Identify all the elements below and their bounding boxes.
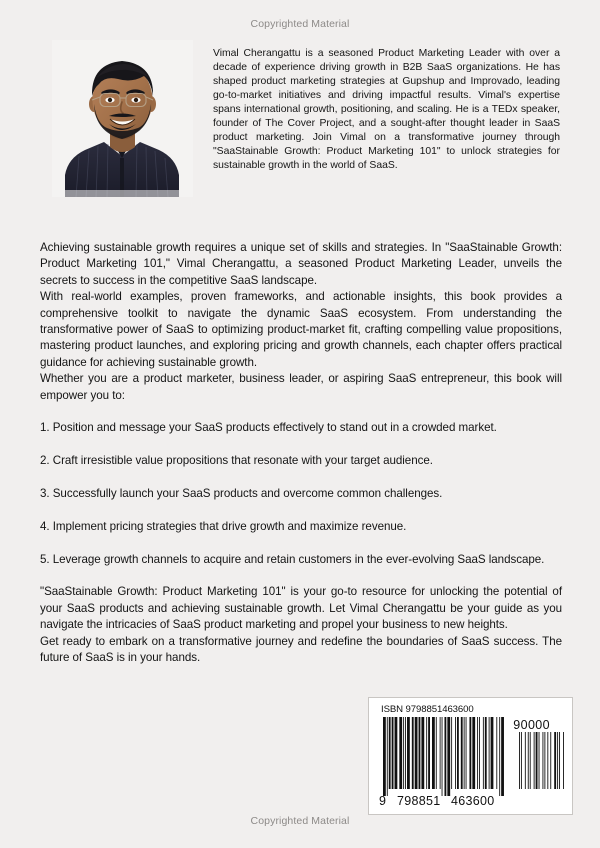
barcode-human-readable-digits	[379, 794, 514, 810]
price-code-label: 90000	[513, 718, 550, 732]
blurb-paragraph-1: Achieving sustainable growth requires a unique set of skills and strategies. In "SaaStainable Growth: Product Marketing 101," Vimal Cherangattu, a seasoned Product Marketing Leader, unveils the secrets to success in the competitive SaaS landscape.	[40, 241, 562, 287]
blurb-spacer-3	[40, 470, 562, 486]
author-photo	[52, 40, 193, 197]
blurb-body	[40, 240, 562, 666]
blurb-paragraph-3: Whether you are a product marketer, business leader, or aspiring SaaS entrepreneur, this book will empower you to:	[40, 372, 562, 402]
author-bio-text: Vimal Cherangattu is a seasoned Product Marketing Leader with over a decade of experience driving growth in B2B SaaS organizations. He has shaped product marketing strategies at Gupshup and Improvado, leading go-to-market initiatives and driving impactful results. Vimal's expertise spans international growth, positioning, and scaling. He is a TEDx speaker, founder of The Cover Project, and a sought-after thought leader in SaaS product marketing. Join Vimal on a transformative journey through "SaaStainable Growth: Product Marketing 101" to unlock strategies for sustainable growth in the world of SaaS.	[213, 48, 560, 172]
author-block	[40, 40, 560, 205]
barcode-digit-lead: 9	[379, 794, 387, 808]
blurb-paragraph-2: With real-world examples, proven frameworks, and actionable insights, this book provides a comprehensive toolkit to navigate the dynamic SaaS ecosystem. From understanding the transformative power of SaaS to optimizing product-market fit, crafting compelling value propositions, mastering product launches, and exploring pricing and growth channels, each chapter offers practical guidance for achieving sustainable growth.	[40, 290, 562, 369]
blurb-spacer-4	[40, 502, 562, 518]
benefit-item-3: 3. Successfully launch your SaaS products and overcome common challenges.	[40, 487, 443, 501]
blurb-spacer-1	[40, 404, 562, 420]
benefit-item-2: 2. Craft irresistible value propositions that resonate with your target audience.	[40, 454, 433, 468]
ean13-barcode-bars	[383, 717, 505, 796]
blurb-spacer-6	[40, 568, 562, 584]
barcode-digit-group-2: 463600	[451, 794, 495, 808]
barcode-digit-group-1: 798851	[397, 794, 441, 808]
blurb-spacer-2	[40, 437, 562, 453]
ean5-addon-barcode-bars	[519, 732, 564, 796]
copyright-watermark-top: Copyrighted Material	[250, 18, 350, 30]
benefit-item-5: 5. Leverage growth channels to acquire and retain customers in the ever-evolving SaaS landscape.	[40, 552, 545, 566]
benefit-item-1: 1. Position and message your SaaS products effectively to stand out in a crowded market.	[40, 421, 497, 435]
blurb-paragraph-4: "SaaStainable Growth: Product Marketing 101" is your go-to resource for unlocking the potential of your SaaS products and achieving sustainable growth. Let Vimal Cherangattu be your guide as you navigate the intricacies of SaaS product marketing and propel your business to new heights.	[40, 585, 562, 632]
author-portrait-illustration	[52, 40, 193, 197]
copyright-watermark-bottom: Copyrighted Material	[250, 815, 350, 827]
blurb-paragraph-5: Get ready to embark on a transformative journey and redefine the boundaries of SaaS success. The future of SaaS is in your hands.	[40, 634, 562, 665]
isbn-label: ISBN 9798851463600	[381, 704, 474, 715]
barcode-block	[368, 697, 573, 815]
blurb-spacer-5	[40, 535, 562, 551]
benefit-item-4: 4. Implement pricing strategies that drive growth and maximize revenue.	[40, 519, 407, 533]
